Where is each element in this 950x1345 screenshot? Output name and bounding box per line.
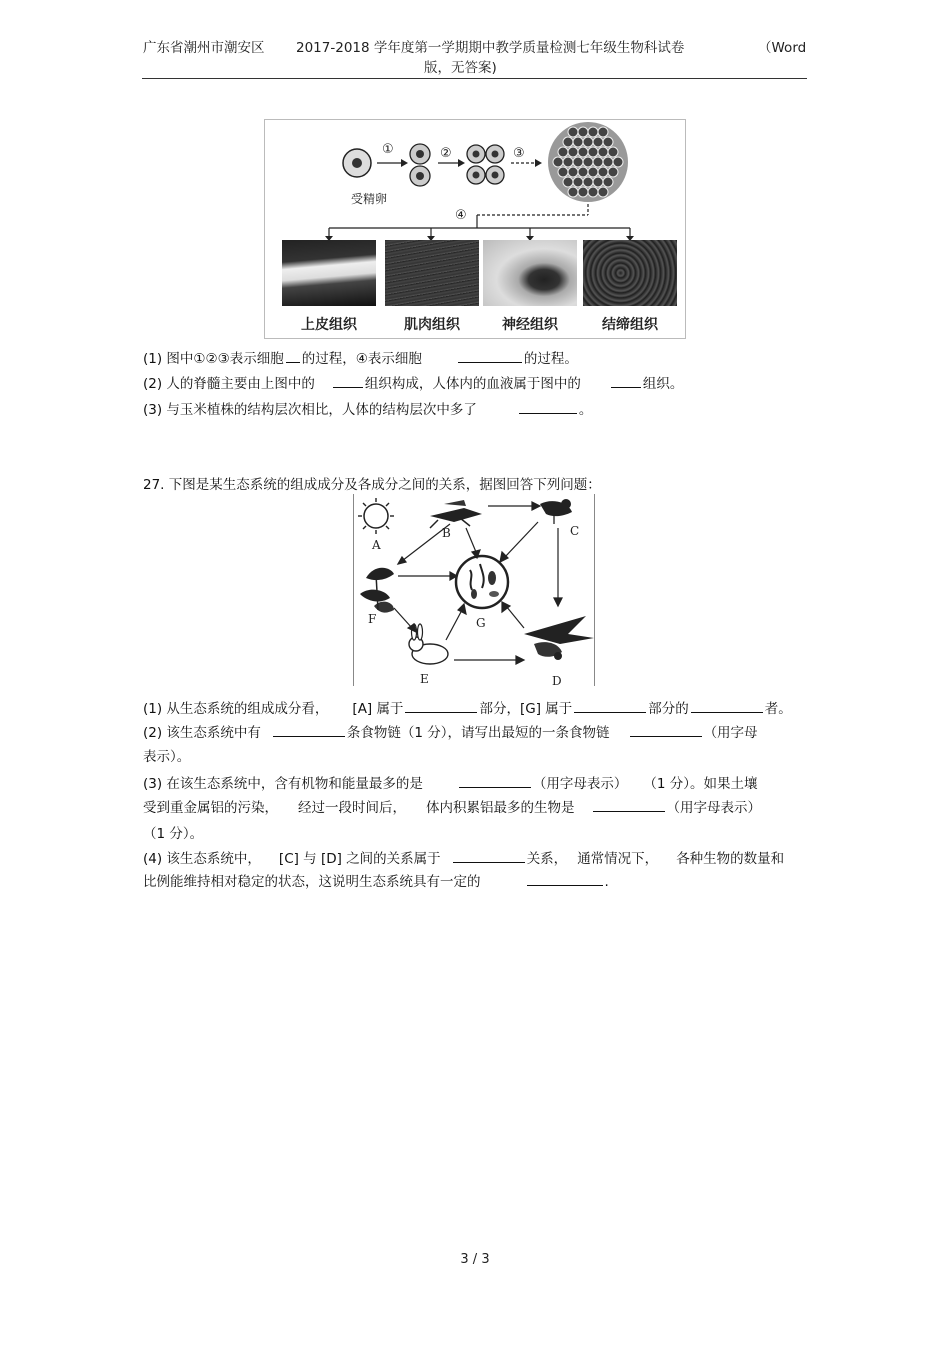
q27-3-text-g: （用字母表示） [666, 800, 761, 816]
step-2-label: ② [440, 146, 452, 161]
q27-question-4 [143, 847, 784, 867]
label-E: E [420, 672, 429, 686]
q27-3-blank-b[interactable] [593, 799, 665, 812]
tissue-label-connective: 结缔组织 [602, 317, 658, 333]
q27-4-text-b: [C] 与 [D] 之间的关系属于 [278, 851, 441, 867]
q26-question-2 [143, 372, 683, 392]
four-cell-stage [467, 145, 504, 184]
zygote-cell [343, 149, 371, 177]
q26-1-blank-b[interactable] [458, 350, 522, 363]
cell-division-diagram [265, 120, 685, 230]
q27-2-text-c: （用字母 [703, 725, 758, 741]
sun-icon [358, 498, 394, 534]
header-title-line2: 版，无答案) [424, 60, 497, 76]
q26-2-blank-b[interactable] [611, 375, 641, 388]
q27-1-blank-b[interactable] [574, 700, 646, 713]
label-F: F [368, 612, 377, 626]
q27-question-2-cont: 表示）。 [143, 749, 191, 765]
q27-2-text-a: (2) 该生态系统中有 [143, 725, 261, 741]
q26-2-text-a: (2) 人的脊髓主要由上图中的 [143, 376, 315, 392]
zygote-label: 受精卵 [351, 192, 388, 206]
q27-1-blank-c[interactable] [691, 700, 763, 713]
q27-4-text-f: 比例能维持相对稳定的状态，这说明生态系统具有一定的 [143, 874, 481, 890]
q26-question-1 [143, 347, 578, 367]
grasshopper-icon [430, 500, 482, 528]
q27-3-text-a: (3) 在该生态系统中，含有机物和能量最多的是 [143, 776, 423, 792]
q26-1-text-c: 的过程。 [523, 351, 578, 367]
q26-3-text-b: 。 [578, 402, 593, 418]
q26-question-3 [143, 398, 592, 418]
q26-1-blank-a[interactable] [286, 350, 300, 363]
q27-1-text-b: [A] 属于 [352, 701, 404, 717]
q27-question-3-cont [143, 796, 761, 816]
muscle-tissue-image [385, 240, 479, 306]
q27-2-text-b: 条食物链（1 分），请写出最短的一条食物链 [346, 725, 610, 741]
page-number: 3 / 3 [460, 1252, 490, 1267]
q27-4-text-e: 各种生物的数量和 [676, 851, 785, 867]
cell-cluster [548, 122, 628, 202]
q26-1-text-b: 的过程，④表示细胞 [301, 351, 422, 367]
label-D: D [552, 674, 562, 688]
label-G: G [476, 616, 486, 630]
connective-tissue-image [583, 240, 677, 306]
q27-4-text-d: 通常情况下， [577, 851, 659, 867]
nerve-tissue-image [483, 240, 577, 306]
q27-3-text-f: 体内积累铝最多的生物是 [426, 800, 575, 816]
q27-3-text-b: （用字母表示） [532, 776, 628, 792]
q27-2-blank-a[interactable] [273, 724, 345, 737]
ecosystem-figure [353, 494, 595, 686]
bird-icon [540, 499, 572, 524]
step-4-label: ④ [455, 208, 467, 223]
q27-3-blank-a[interactable] [459, 775, 531, 788]
q27-1-blank-a[interactable] [405, 700, 477, 713]
cell-differentiation-figure [264, 119, 686, 339]
q27-1-text-d: 部分的 [648, 701, 689, 717]
header-rule [142, 78, 807, 79]
q27-question-1 [143, 697, 792, 717]
header-title-part1: 广东省潮州市潮安区 [143, 40, 265, 56]
q27-4-text-a: (4) 该生态系统中， [143, 851, 261, 867]
q27-2-blank-b[interactable] [630, 724, 702, 737]
q26-2-blank-a[interactable] [333, 375, 363, 388]
header-title-part2: 2017-2018 学年度第一学期期中教学质量检测七年级生物科试卷 [296, 40, 685, 56]
q27-3-text-d: 受到重金属铝的污染， [143, 800, 278, 816]
tissue-label-epithelial: 上皮组织 [301, 317, 357, 333]
q27-3-text-c: （1 分）。如果土壤 [643, 776, 758, 792]
q27-title: 27. 下图是某生态系统的组成成分及各成分之间的关系，据图回答下列问题： [143, 477, 601, 493]
q26-1-text-a: (1) 图中①②③表示细胞 [143, 351, 284, 367]
q27-4-blank-a[interactable] [453, 850, 525, 863]
q27-4-blank-b[interactable] [527, 873, 603, 886]
q27-4-text-g: . [604, 874, 609, 890]
q27-question-2 [143, 721, 758, 741]
epithelial-tissue-image [282, 240, 376, 306]
ecosystem-diagram [354, 494, 594, 686]
eagle-icon [524, 616, 594, 660]
plant-icon [360, 568, 394, 613]
label-A: A [372, 538, 381, 552]
q27-question-3 [143, 772, 758, 792]
step-1-label: ① [382, 142, 394, 157]
q27-question-4-cont [143, 870, 609, 890]
q27-1-text-c: 部分，[G] 属于 [479, 701, 573, 717]
decomposer-icon [456, 556, 508, 608]
label-C: C [570, 524, 580, 538]
step-3-label: ③ [513, 146, 525, 161]
tissue-label-nerve: 神经组织 [502, 317, 558, 333]
q26-3-blank-a[interactable] [519, 401, 577, 414]
label-B: B [442, 526, 451, 540]
q26-2-text-c: 组织。 [642, 376, 684, 392]
header-title-part3: （Word [758, 40, 807, 56]
q27-question-3-cont2: （1 分）。 [143, 826, 204, 842]
q27-4-text-c: 关系， [526, 851, 568, 867]
q26-3-text-a: (3) 与玉米植株的结构层次相比，人体的结构层次中多了 [143, 402, 477, 418]
two-cell-stage [410, 144, 430, 186]
q27-3-text-e: 经过一段时间后， [298, 800, 406, 816]
q27-1-text-e: 者。 [764, 701, 792, 717]
q27-1-text-a: (1) 从生态系统的组成成分看， [143, 701, 329, 717]
q26-2-text-b: 组织构成，人体内的血液属于图中的 [364, 376, 581, 392]
tissue-label-muscle: 肌肉组织 [404, 317, 460, 333]
